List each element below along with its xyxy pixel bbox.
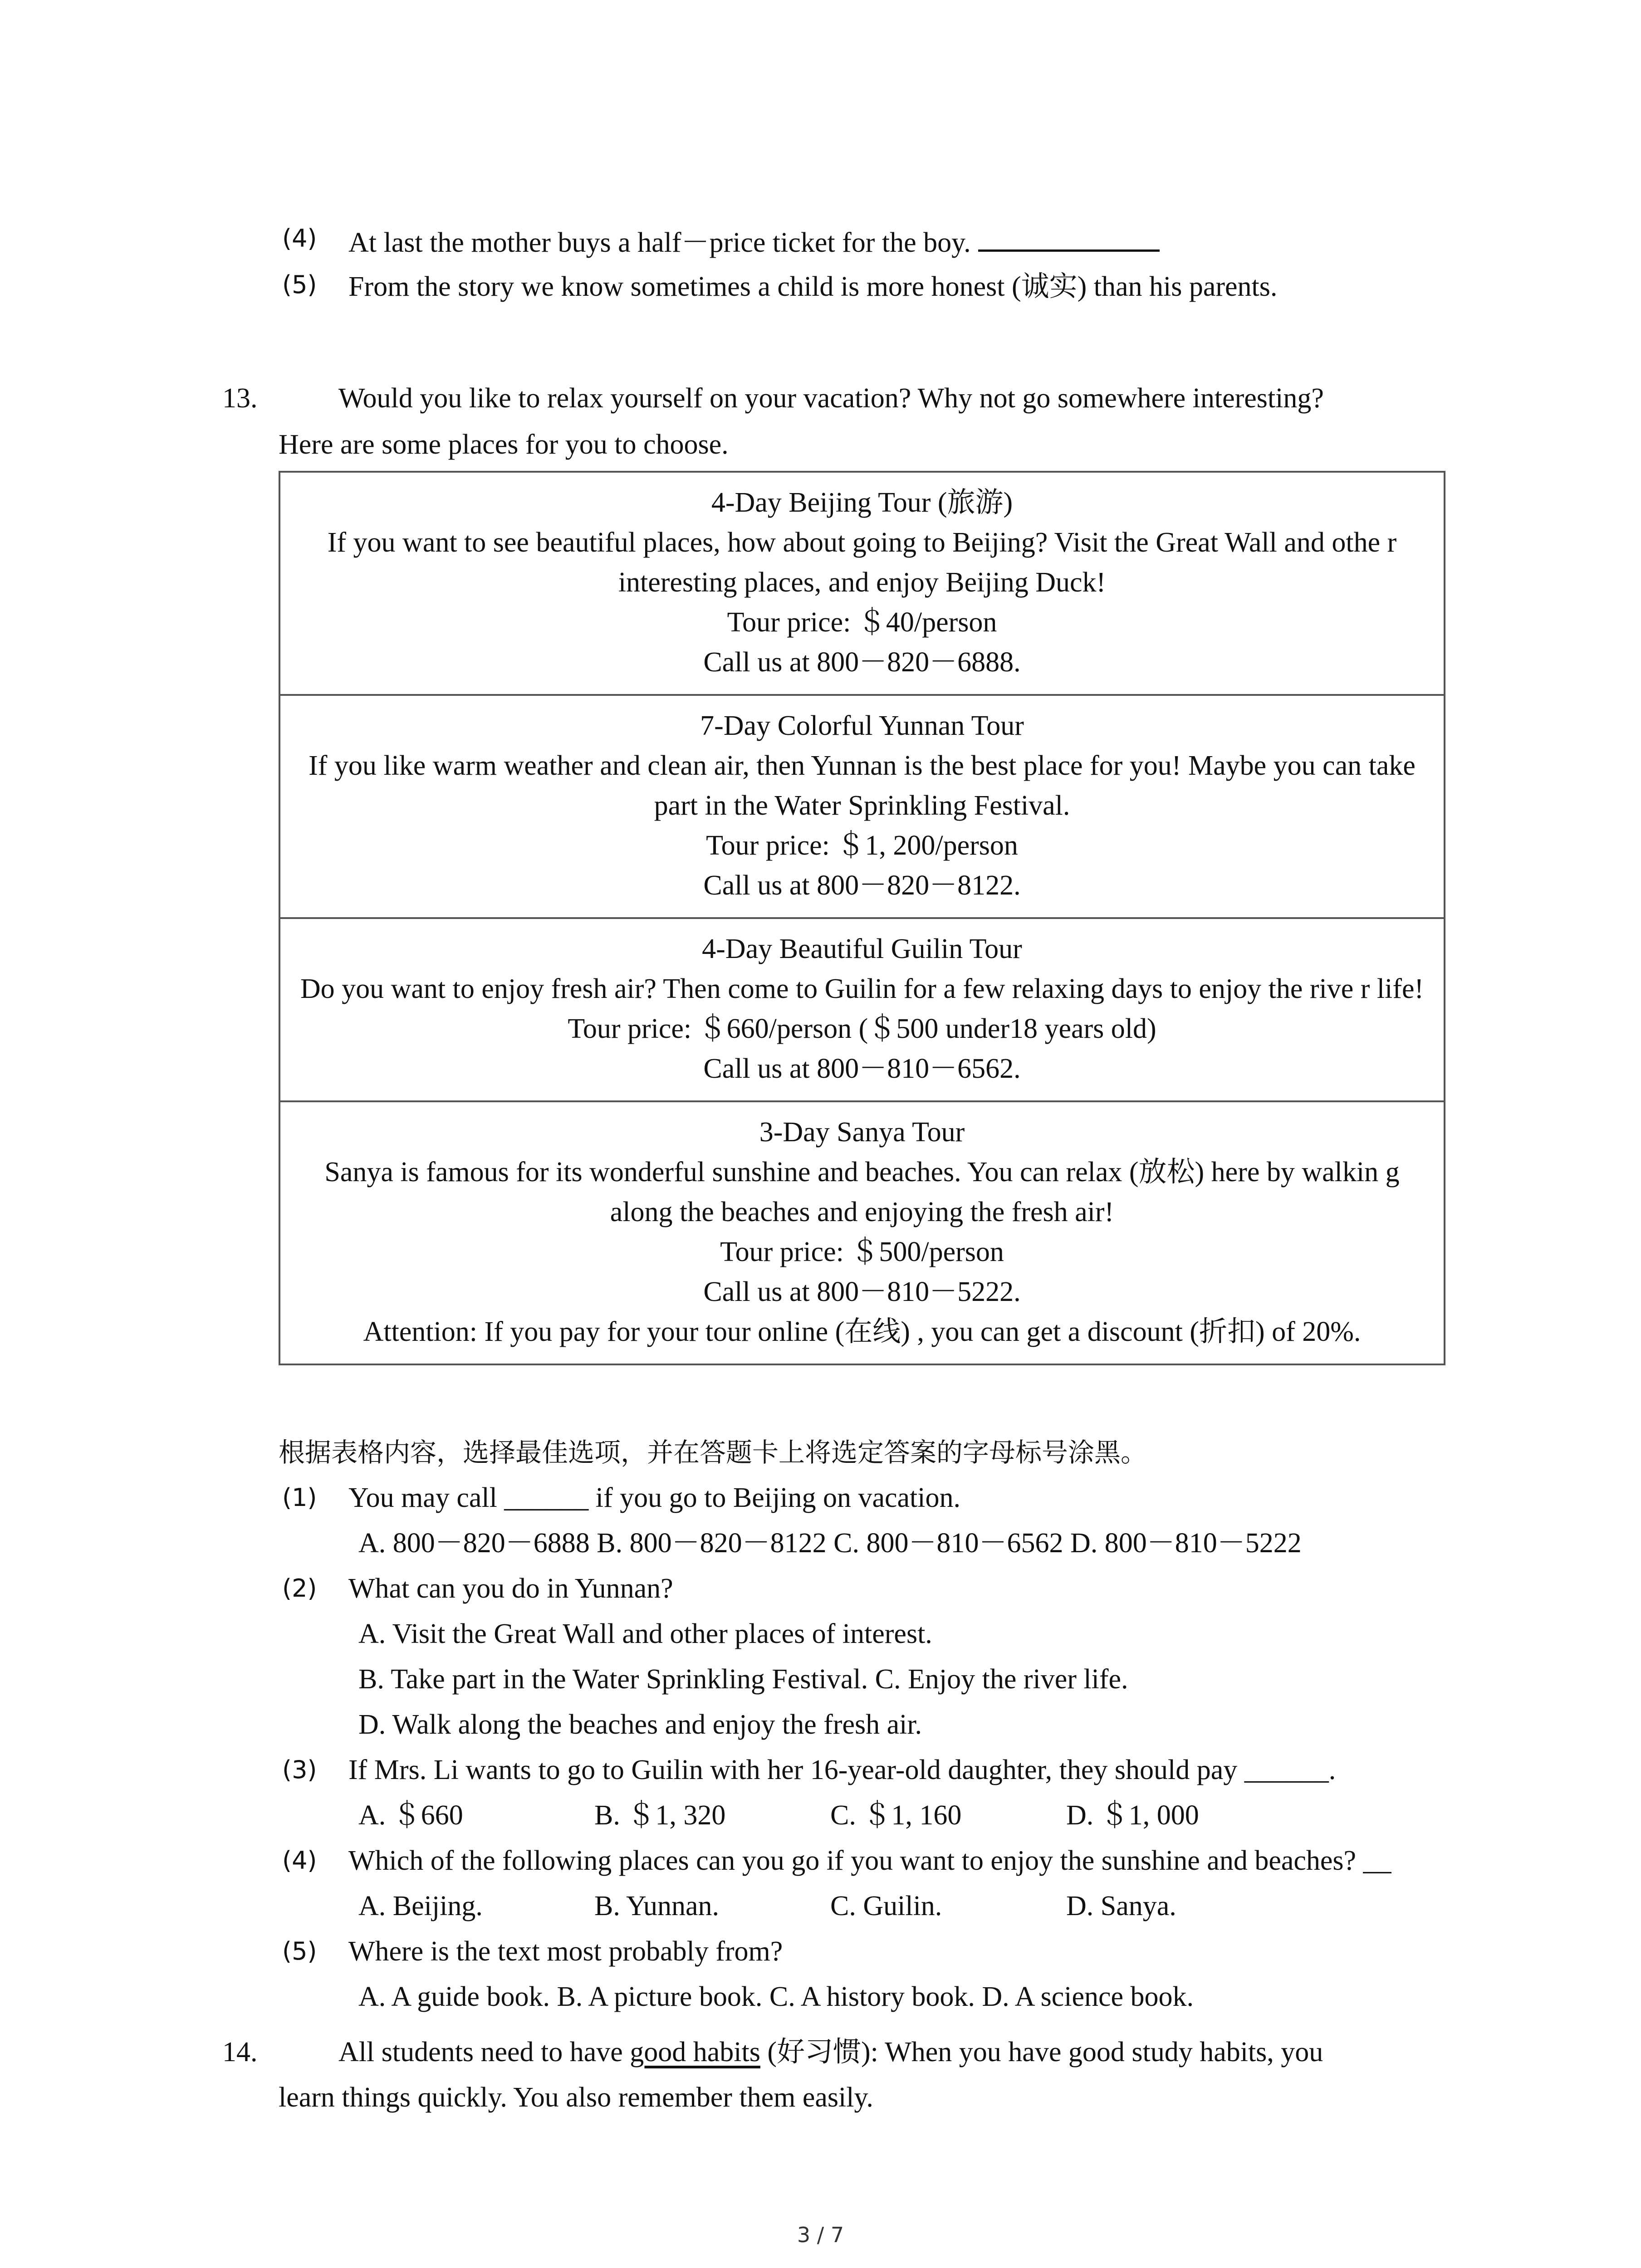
tour-title: 3-Day Sanya Tour (759, 1117, 965, 1148)
option-c[interactable]: C. ＄1, 160 (830, 1800, 962, 1831)
option-line[interactable]: B. Take part in the Water Sprinkling Festival. C. Enjoy the river life. (358, 1664, 1128, 1695)
option-a[interactable]: A. ＄660 (358, 1800, 463, 1831)
question-number: (5) (282, 1937, 317, 1965)
tour-phone: Call us at 800－820－8122. (703, 870, 1021, 901)
passage-line: All students need to have good habits (好习惯): When you have good study habits, you (338, 2037, 1323, 2068)
tour-cell (280, 473, 1444, 696)
tour-price: Tour price: ＄660/person (＄500 under18 years old) (568, 1013, 1156, 1044)
question-number: (1) (282, 1483, 317, 1512)
statement-text: From the story we know sometimes a child is more honest (诚实) than his parents. (348, 271, 1278, 302)
tour-description: If you want to see beautiful places, how about going to Beijing? Visit the Great Wall and othe r interesting places, and enjoy Beijing Duck! (327, 527, 1397, 598)
tour-phone: Call us at 800－820－6888. (703, 647, 1021, 678)
tour-phone: Call us at 800－810－6562. (703, 1053, 1021, 1084)
instruction-text: 根据表格内容，选择最佳选项，并在答题卡上将选定答案的字母标号涂黑。 (279, 1437, 1147, 1468)
question-intro: Would you like to relax yourself on your vacation? Why not go somewhere interesting? (338, 383, 1324, 414)
statement-text: At last the mother buys a half－price ticket for the boy. (348, 222, 1160, 261)
question-intro: Here are some places for you to choose. (279, 429, 729, 460)
tour-cell (280, 919, 1444, 1102)
question-text: Which of the following places can you go if you want to enjoy the sunshine and beaches? __ (348, 1845, 1391, 1876)
question-number: (3) (282, 1755, 317, 1784)
discount-note: Attention: If you pay for your tour online (在线) , you can get a discount (折扣) of 20%. (363, 1316, 1361, 1347)
option-line[interactable]: D. Walk along the beaches and enjoy the fresh air. (358, 1709, 922, 1740)
option-line[interactable]: A. Visit the Great Wall and other places of interest. (358, 1618, 932, 1649)
page-number: 3 / 7 (797, 2223, 844, 2247)
question-text: Where is the text most probably from? (348, 1936, 783, 1967)
option-line[interactable]: A. 800－820－6888 B. 800－820－8122 C. 800－810－6562 D. 800－810－5222 (358, 1528, 1302, 1559)
option-d[interactable]: D. Sanya. (1066, 1891, 1176, 1921)
tour-description: Do you want to enjoy fresh air? Then come to Guilin for a few relaxing days to enjoy the rive r life! (300, 973, 1424, 1004)
item-number: (5) (282, 270, 317, 299)
question-number: (4) (282, 1846, 317, 1875)
tour-description: Sanya is famous for its wonderful sunshine and beaches. You can relax (放松) here by walkin g along the beaches and enjoying the fresh air! (324, 1157, 1400, 1227)
option-c[interactable]: C. Guilin. (830, 1891, 942, 1921)
passage-line: learn things quickly. You also remember them easily. (279, 2082, 873, 2113)
question-text: You may call ______ if you go to Beijing on vacation. (348, 1482, 960, 1513)
tour-cell (280, 1102, 1444, 1364)
answer-blank[interactable] (978, 222, 1160, 252)
question-text: If Mrs. Li wants to go to Guilin with her 16-year-old daughter, they should pay ______. (348, 1755, 1336, 1785)
item-number: (4) (282, 224, 317, 253)
option-b[interactable]: B. ＄1, 320 (594, 1800, 726, 1831)
option-d[interactable]: D. ＄1, 000 (1066, 1800, 1199, 1831)
tour-title: 4-Day Beijing Tour (旅游) (711, 487, 1013, 518)
tour-description: If you like warm weather and clean air, then Yunnan is the best place for you! Maybe you can take part in the Water Sprinkling Festival. (309, 750, 1416, 821)
tour-price: Tour price: ＄500/person (720, 1237, 1004, 1267)
tour-price: Tour price: ＄40/person (727, 607, 997, 638)
tour-cell (280, 696, 1444, 919)
tour-phone: Call us at 800－810－5222. (703, 1276, 1021, 1307)
question-number: (2) (282, 1574, 317, 1603)
option-b[interactable]: B. Yunnan. (594, 1891, 719, 1921)
tour-title: 4-Day Beautiful Guilin Tour (702, 934, 1022, 964)
option-line[interactable]: A. A guide book. B. A picture book. C. A history book. D. A science book. (358, 1981, 1194, 2012)
tour-table (279, 471, 1445, 1365)
tour-price: Tour price: ＄1, 200/person (706, 830, 1018, 861)
underlined-phrase: good habits (630, 2037, 760, 2068)
question-number: 14. (222, 2037, 258, 2068)
question-number: 13. (222, 383, 258, 414)
question-text: What can you do in Yunnan? (348, 1573, 673, 1604)
tour-title: 7-Day Colorful Yunnan Tour (700, 710, 1024, 741)
option-a[interactable]: A. Beijing. (358, 1891, 483, 1921)
